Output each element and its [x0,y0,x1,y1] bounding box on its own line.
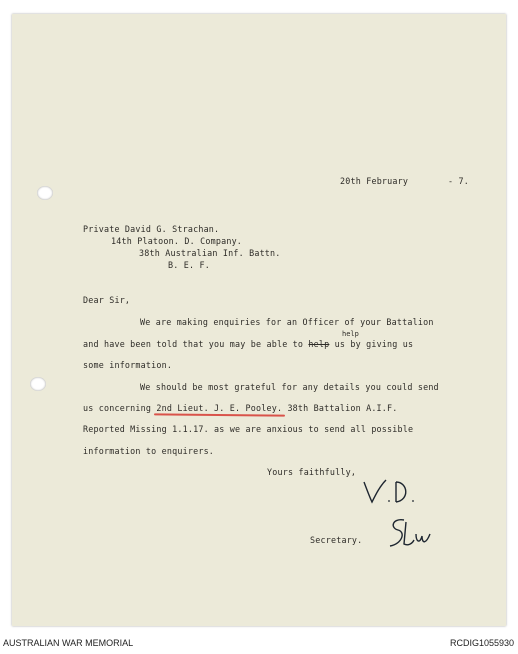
letter-date: 20th February [340,176,409,186]
signature-initials [358,476,418,512]
paragraph-1-line-2-start: and have been told that you may be able to [83,339,309,349]
recipient-line-1: Private David G. Strachan. [83,224,220,234]
paragraph-1-line-1: We are making enquiries for an Officer of your Battalion [140,317,434,327]
paragraph-2-line-2-start: us concerning [83,403,157,413]
handwritten-insert-help: help [342,330,359,338]
paragraph-2-line-2-end: 38th Battalion A.I.F. [282,403,398,413]
footer-source: AUSTRALIAN WAR MEMORIAL [3,638,134,648]
recipient-line-4: B. E. F. [168,260,210,270]
paragraph-2-line-4: information to enquirers. [83,446,215,456]
letter-year: - 7. [448,176,469,186]
paragraph-1-line-3: some information. [83,360,173,370]
footer-reference: RCDIG1055930 [449,638,514,648]
paragraph-1-line-2 [83,339,413,349]
paragraph-2-line-2 [83,403,398,413]
officer-name: 2nd Lieut. J. E. Pooley. [156,403,283,413]
recipient-line-2: 14th Platoon. D. Company. [111,236,243,246]
closing: Yours faithfully, [267,467,357,477]
punch-hole-bottom [30,377,46,391]
letter-page [12,14,506,626]
struck-word: help [308,339,330,349]
secretary-label: Secretary. [310,535,363,545]
secretary-signature [386,516,436,552]
paragraph-2-line-3: Reported Missing 1.1.17. as we are anxious to send all possible [83,424,414,434]
recipient-line-3: 38th Australian Inf. Battn. [139,248,281,258]
punch-hole-top [37,186,53,200]
paragraph-1-line-2-end: us by giving us [329,339,414,349]
paragraph-2-line-1: We should be most grateful for any details you could send [140,382,439,392]
salutation: Dear Sir, [83,295,131,305]
